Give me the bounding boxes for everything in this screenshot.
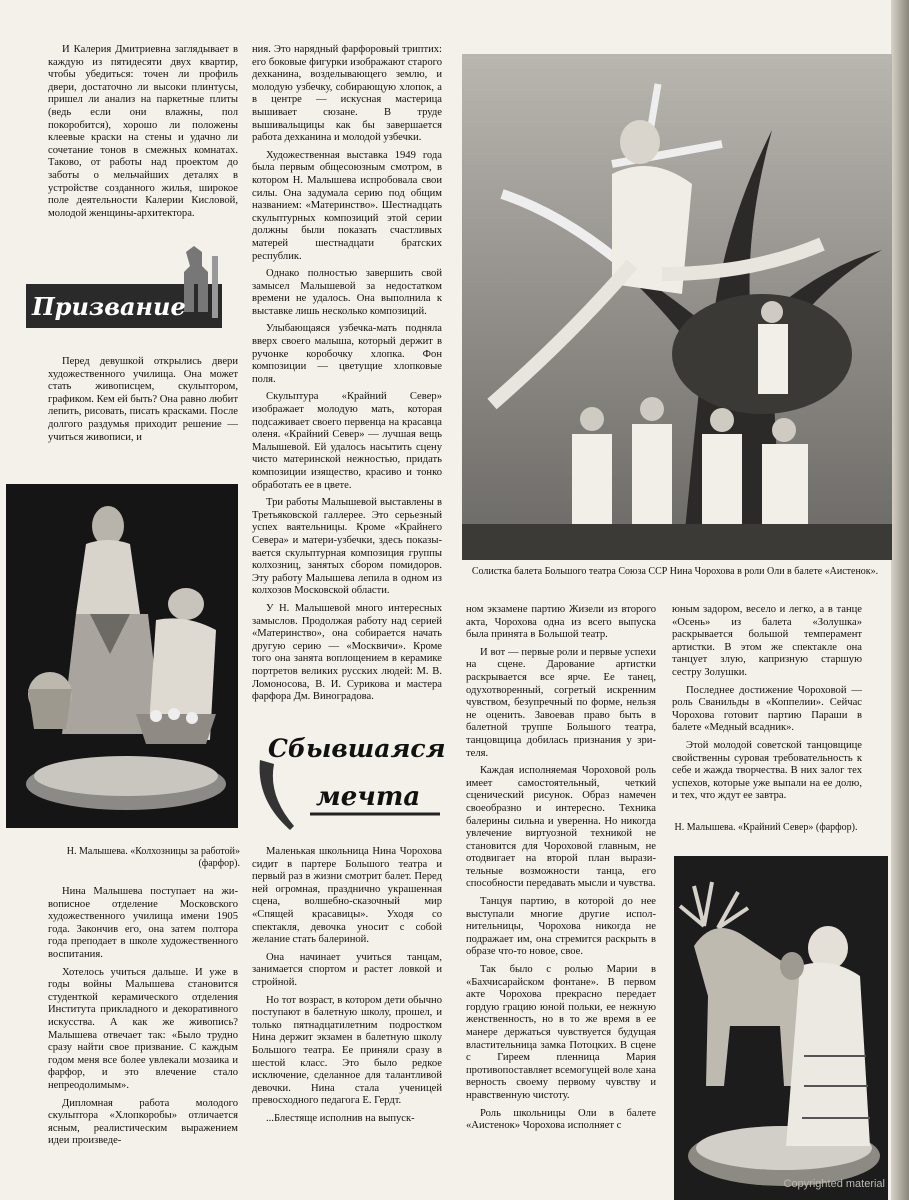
paragraph: У Н. Малышевой много интересных замыслов. Продолжая работу над серией «Материнство», она собирается начать другую серию — «Москвичи». Кроме того она занята воплощением в керамике портретов великих русских людей: М. В. Ломоносова, В. И. Сурикова и мастера фарфора Дм. Виноградова. [252,602,442,703]
paragraph: Нина Малышева поступает на живописное отделение Московского художественного училища имени 1905 года. Закончив его, она затем полтора года преподает в школе художественного воспитания. [48,886,238,960]
column-4 [672,604,862,808]
heading-mechta-line1: Сбывшаяся [268,734,446,763]
heading-prizvanie [26,246,222,336]
paragraph: Последнее достижение Чороховой — роль Сванильды в «Коппелии». Сейчас Чорохова готовит партию Параши в балете «Медный всадник». [672,684,862,734]
paragraph: Она начинает учиться танцам, занимается спортом и растет ловкой и стройной. [252,951,442,988]
paragraph: Каждая исполняемая Чороховой роль имеет самостоятельный, четкий сценический рисунок. Образ намечен своеобразно и интересно. Техника балерины сильна и уверенна. Но никогда увлечение виртуозной техникой не становится для Чороховой главным, не отодвигает на второй план выразительные возможности танца, его способности передавать мысли и чувства. [466,765,656,890]
paragraph: Роль школьницы Оли в балете «Аистенок» Чорохова исполняет с [466,1107,656,1132]
paragraph: Скульптура «Крайний Север» изображает молодую мать, которая подсаживает своего первенца на красавца оленя. «Крайний Север» — лучшая вещь Малышевой. Ей удалось насытить сцену чисто материнской нежностью, придать композиции изящество, красиво и тонко обработать ее в цвете. [252,391,442,491]
heading-mechta-line2: мечта [316,782,421,812]
paragraph: Улыбающаяся узбечка-мать подняла вверх своего малыша, который держит в ручонке коробочку хлопка. Фон композиции — цветущие хлопковые поля. [252,323,442,385]
column-2-bottom [252,846,442,1130]
paragraph: ном экзамене партию Жизели из второго акта, Чорохова одна из всего выпуска была принята в Большой театр. [466,604,656,641]
paragraph: Но тот возраст, в котором дети обычно поступают в балетную школу, прошел, и только пятнадцатилетним подростком Нина держит экзамен в балетную школу Большого театра. Ее приняли сразу в шестой класс. Это было редкое исключение, сделанное для талантливой девочки. Нина стала ученицей превосходного педагога Е. Гердт. [252,994,442,1107]
photo-ballet-caption: Солистка балета Большого театра Союза ССР Нина Чорохова в роли Оли в балете «Аистенок». [471,566,879,577]
paragraph: Художественная выставка 1949 года была первым общесоюзным смотром, в котором Н. Малышева испробовала свои силы. Она задумала серию под общим названием: «Материнство». Шестнадцать скульптурных композиций этой серии должны были показать счастливых матерей шестнадцати братских республик. [252,149,442,262]
column-2-top [252,44,442,709]
photo-krainiy-sever-porcelain [674,856,888,1200]
paragraph: Танцуя партию, в которой до нее выступали многие другие исполнительницы, Чорохова никогда не подражает им, она стремится раскрыть в образе что-то новое, свое. [466,896,656,958]
paragraph: Так было с ролью Марии в «Бахчисарайском фонтане». В первом акте Чорохова прекрасно передает гордую грацию юной польки, ее нежную женственность, но в то же время в ее манере держаться чувствуется будущая властительница замка Потоцких. В сцене с Гиреем пленница Мария противопоставляет всемогущей воле хана верность своему первому чувству и нравственную чистоту. [466,964,656,1101]
column-1-bottom [48,886,238,1153]
paragraph: юным задором, весело и легко, а в танце «Осень» из балета «Золушка» раскрывается большой темперамент артистки. В этом же спектакле она танцует злую, капризную старшую сестру Золушки. [672,604,862,678]
watermark: Copyrighted material [783,1178,885,1190]
photo-kolkhoz-women-porcelain [6,484,238,828]
heading-prizvanie-graphic [26,246,222,336]
paragraph: ...Блестяще исполнив на выпуск- [266,1112,415,1124]
photo-north-caption: Н. Малышева. «Крайний Север» (фарфор). [674,822,858,833]
paragraph: Этой молодой советской танцовщице свойственны суровая требовательность к себе и жажда творчества. В них залог тех успехов, которые уже выпали на ее долю, и тех, что ждут ее завтра. [672,739,862,802]
column-1-middle [48,356,238,449]
paragraph: И Калерия Дмитриевна заглядывает в каждую из пятидесяти двух квартир, чтобы убедиться: точен ли профиль двери, достаточно ли высоки плинтусы, пришел ли анализ на паркетные плиты (ведь если они влажны, пол покоробится), хорошо ли положены клеевые краски на стены и удачно ли сочетание тонов в смежных комнатах. Таково, от работы над проектом до заботы о мельчайших деталях в устройстве созданного жилья, широкое поле деятельности Калерии Кисловой, молодой женщины-архитектора. [48,44,238,219]
paragraph: Маленькая школьница Нина Чорохова сидит в партере Большого театра и первый раз в жизни смотрит балет. Перед ней огромная, празднично украшенная сцена, волшебно-сказочный мир «Спящей красавицы». Уходя со спектакля, девочка уносит с собой желание стать балериной. [252,846,442,946]
column-1-top [48,44,238,225]
paragraph: Однако полностью завершить свой замысел Малышевой за недостатком времени не удалось. Она выполнила к выставке лишь несколько композиций. [252,268,442,317]
paragraph: Перед девушкой открылись двери художественного училища. Она может стать живописцем, скульптором, графиком. Кем ей быть? Она равно любит лепить, рисовать, писать красками. После долгого раздумья приходит решение — учиться живописи, и [48,356,238,443]
photo-ballet-chorokhova [462,54,892,560]
paragraph: И вот — первые роли и первые успехи на сцене. Дарование артистки раскрывается все ярче. Ее танец, одухотворенный, согретый искренним чувством, безупречный по форме, нельзя не оценить. Завоевав право быть в балетной труппе Большого театра, танцовщица добилась признания у зрителя. [466,646,656,759]
paragraph: Дипломная работа молодого скульптора «Хлопкоробы» отличается ясным, реалистическим выражением идеи произведе- [48,1097,238,1147]
column-3 [466,604,656,1138]
paragraph: ния. Это нарядный фарфоровый триптих: его боковые фигурки изображают старого дехканина, возделывающего землю, и молодую узбечку, собирающую хлопок, а в центре — искусная мастерица вышивает сюзане. В труде вышивальщицы как бы завершается работа дехканина и молодой узбечки. [252,44,442,144]
heading-prizvanie-text: Призвание [32,292,186,321]
page-edge [891,0,909,1200]
photo-kolkhoz-caption: Н. Малышева. «Колхозницы за работой» (фарфор). [66,846,240,869]
paragraph: Три работы Малышевой выставлены в Третьяковской галлерее. Это серьезный успех ваятельницы. Кроме «Крайнего Севера» и матери-узбечки, здесь показывается скульптурная композиция группы колхозниц, занятых сбором помидоров. Эту работу Малышева лепила в одном из колхозов Московской области. [252,497,442,597]
paragraph: Хотелось учиться дальше. И уже в годы войны Малышева становится студенткой керамического отделения Института прикладного и декоративного искусства. А как же живопись? Малышева отвечает так: «Было трудно сразу найти свое призвание. С каждым годом меня все более увлекали мозаика и фарфор, и это влечение стало непреодолимым». [48,966,238,1091]
heading-sbyvshayasya-mechta [252,730,448,830]
